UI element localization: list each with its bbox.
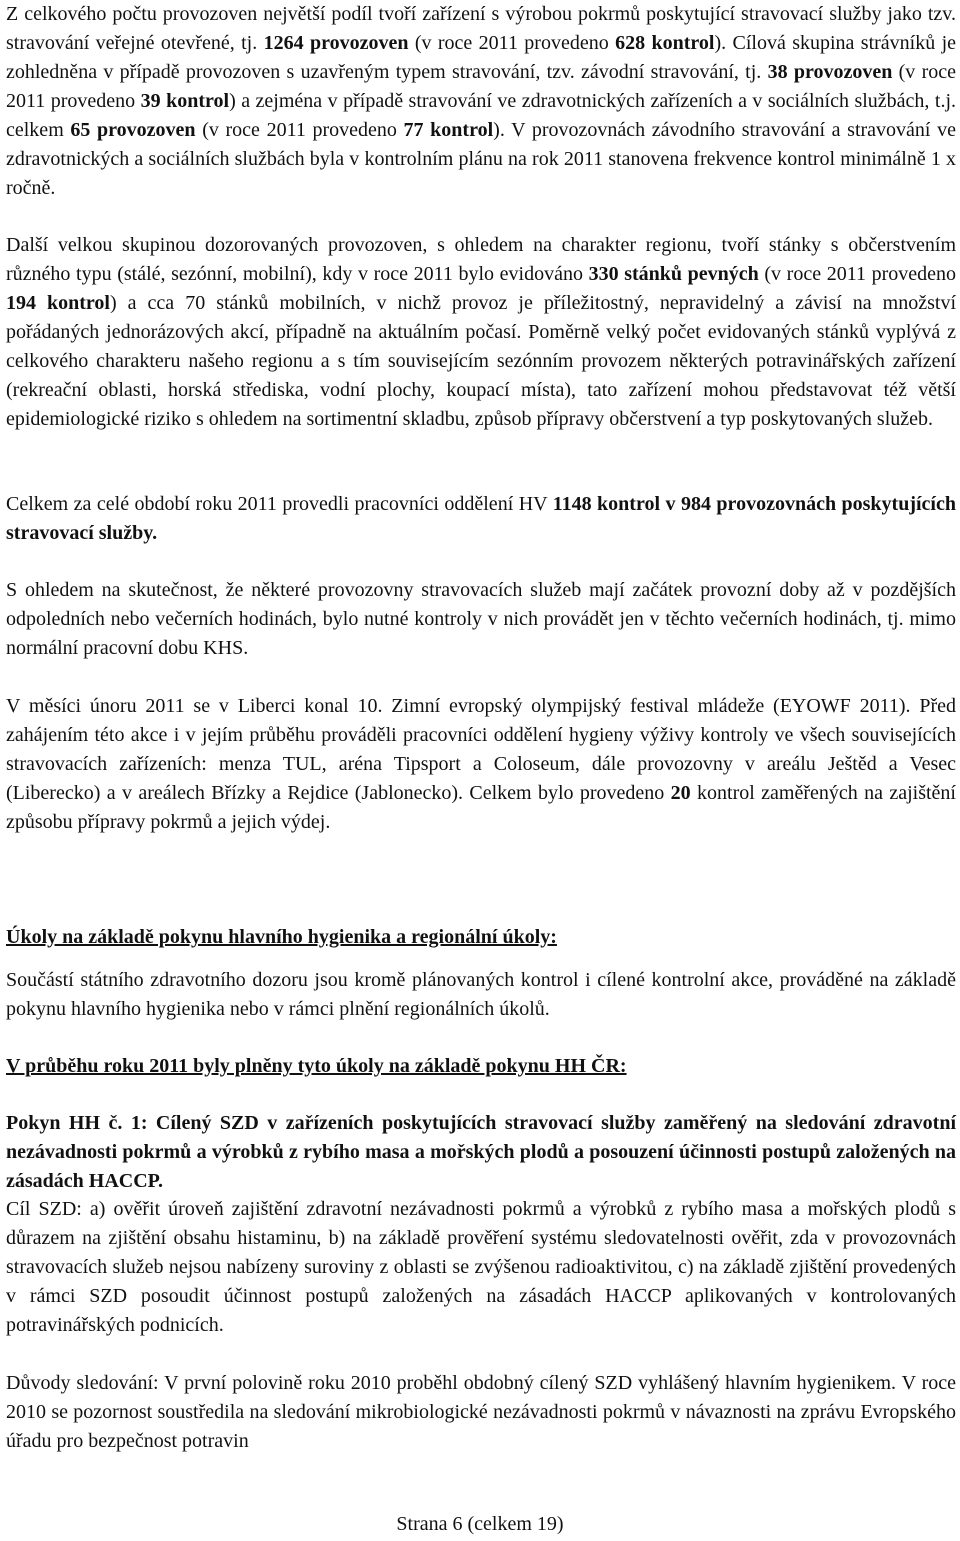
text: (v roce 2011 provedeno: [6, 61, 957, 112]
paragraph-total-inspections: [6, 490, 956, 548]
section-heading-hh-tasks: V průběhu roku 2011 byly plněny tyto úkoly na základě pokynu HH ČR:: [6, 1055, 627, 1077]
text: (v roce 2011 provedeno: [758, 263, 956, 285]
text: ) a cca 70 stánků mobilních, v nichž provoz je příležitostný, nepravidelný a závisí na množství pořádaných jednorázových akcí, případně na aktuálním počasí. Poměrně velký počet evidovaných stánků vyplývá z celkového charakteru našeho regionu a s tím souvisejícím sezónním provozem některých potravinářských zařízení (rekreační oblasti, horská střediska, vodní plochy, koupací místa), tato zařízení mohou představovat též větší epidemiologické riziko s ohledem na sortimentní skladbu, způsob přípravy občerstvení a typ poskytovaných služeb.: [6, 292, 957, 430]
bold-text: 38 provozoven: [767, 61, 893, 83]
paragraph-food-establishments: [6, 0, 956, 203]
text: ). Cílová skupina strávníků je zohledněna v případě provozoven s uzavřeným typem stravování, tzv. závodní stravování, tj.: [6, 32, 957, 83]
text: Celkem za celé období roku 2011 provedli pracovníci oddělení HV: [6, 493, 553, 515]
paragraph-targeted-actions: Součástí státního zdravotního dozoru jsou kromě plánovaných kontrol i cílené kontrolní akce, prováděné na základě pokynu hlavního hygienika nebo v rámci plnění regionálních úkolů.: [6, 969, 956, 1020]
text: (v roce 2011 provedeno: [408, 32, 616, 54]
bold-text: 65 provozoven: [70, 119, 196, 141]
bold-text: 1264 provozoven: [263, 32, 409, 54]
page-number-footer: Strana 6 (celkem 19): [396, 1513, 564, 1535]
bold-text: 194 kontrol: [6, 292, 110, 314]
text: kontrol zaměřených na zajištění způsobu přípravy pokrmů a jejich výdej.: [6, 782, 956, 833]
paragraph-evening-inspections: S ohledem na skutečnost, že některé provozovny stravovacích služeb mají začátek provozní doby až v pozdějších odpoledních nebo večerních hodinách, bylo nutné kontroly v nich provádět jen v těchto večerních hodinách, tj. mimo normální pracovní dobu KHS.: [6, 579, 956, 659]
text: ). V provozovnách závodního stravování a stravování ve zdravotnických a sociálních službách byla v kontrolním plánu na rok 2011 stanovena frekvence kontrol minimálně 1 x ročně.: [6, 119, 957, 199]
bold-text: 1148 kontrol v 984 provozovnách poskytujících stravovací služby.: [6, 493, 956, 544]
paragraph-szd-goal: Cíl SZD: a) ověřit úroveň zajištění zdravotní nezávadnosti pokrmů a výrobků z rybího masa a mořských plodů s důrazem na zjištění obsahu histaminu, b) na základě prověření systému sledovatelnosti ověřit, zda v provozovnách stravovacích služeb nejsou nabízeny suroviny z oblasti se zvýšenou radioaktivitou, c) na základě zjištění provedených v rámci SZD posoudit účinnost postupů založených na zásadách HACCP aplikovaných v kontrolovaných potravinářských podnicích.: [6, 1198, 956, 1336]
text: ) a zejména v případě stravování ve zdravotnických zařízeních a v sociálních službách, t.j. celkem: [6, 90, 956, 141]
text: Další velkou skupinou dozorovaných provozoven, s ohledem na charakter regionu, tvoří stánky s občerstvením různého typu (stálé, sezónní, mobilní), kdy v roce 2011 bylo evidováno: [6, 234, 956, 285]
text: Z celkového počtu provozoven největší podíl tvoří zařízení s výrobou pokrmů poskytující stravovací služby jako tzv. stravování veřejné otevřené, tj.: [6, 3, 956, 54]
text: V měsíci únoru 2011 se v Liberci konal 10. Zimní evropský olympijský festival mládeže (EYOWF 2011). Před zahájením této akce i v jejím průběhu prováděli pracovníci oddělení hygieny výživy kontroly ve všech souvisejících stravovacích zařízeních: menza TUL, aréna Tipsport a Coloseum, dále provozovny v areálu Ještěd a Vesec (Liberecko) a v areálech Břízky a Rejdice (Jablonecko). Celkem bylo provedeno: [6, 695, 956, 804]
bold-text: 330 stánků pevných: [588, 263, 759, 285]
bold-text: 20: [670, 782, 691, 804]
section-heading-tasks: Úkoly na základě pokynu hlavního hygienika a regionální úkoly:: [6, 926, 557, 948]
paragraph-food-stalls: [6, 231, 956, 434]
text: (v roce 2011 provedeno: [195, 119, 404, 141]
bold-text: 77 kontrol: [403, 119, 494, 141]
paragraph-eyowf: [6, 692, 956, 837]
bold-text: 39 kontrol: [140, 90, 230, 112]
bold-text: 628 kontrol: [615, 32, 715, 54]
paragraph-instruction-title: Pokyn HH č. 1: Cílený SZD v zařízeních poskytujících stravovací služby zaměřený na sledování zdravotní nezávadnosti pokrmů a výrobků z rybího masa a mořských plodů a posouzení účinnosti postupů založených na zásadách HACCP.: [6, 1112, 956, 1192]
paragraph-monitoring-reasons: Důvody sledování: V první polovině roku 2010 proběhl obdobný cílený SZD vyhlášený hlavním hygienikem. V roce 2010 se pozornost soustředila na sledování mikrobiologické nezávadnosti pokrmů v návaznosti na zprávu Evropského úřadu pro bezpečnost potravin: [6, 1372, 956, 1452]
